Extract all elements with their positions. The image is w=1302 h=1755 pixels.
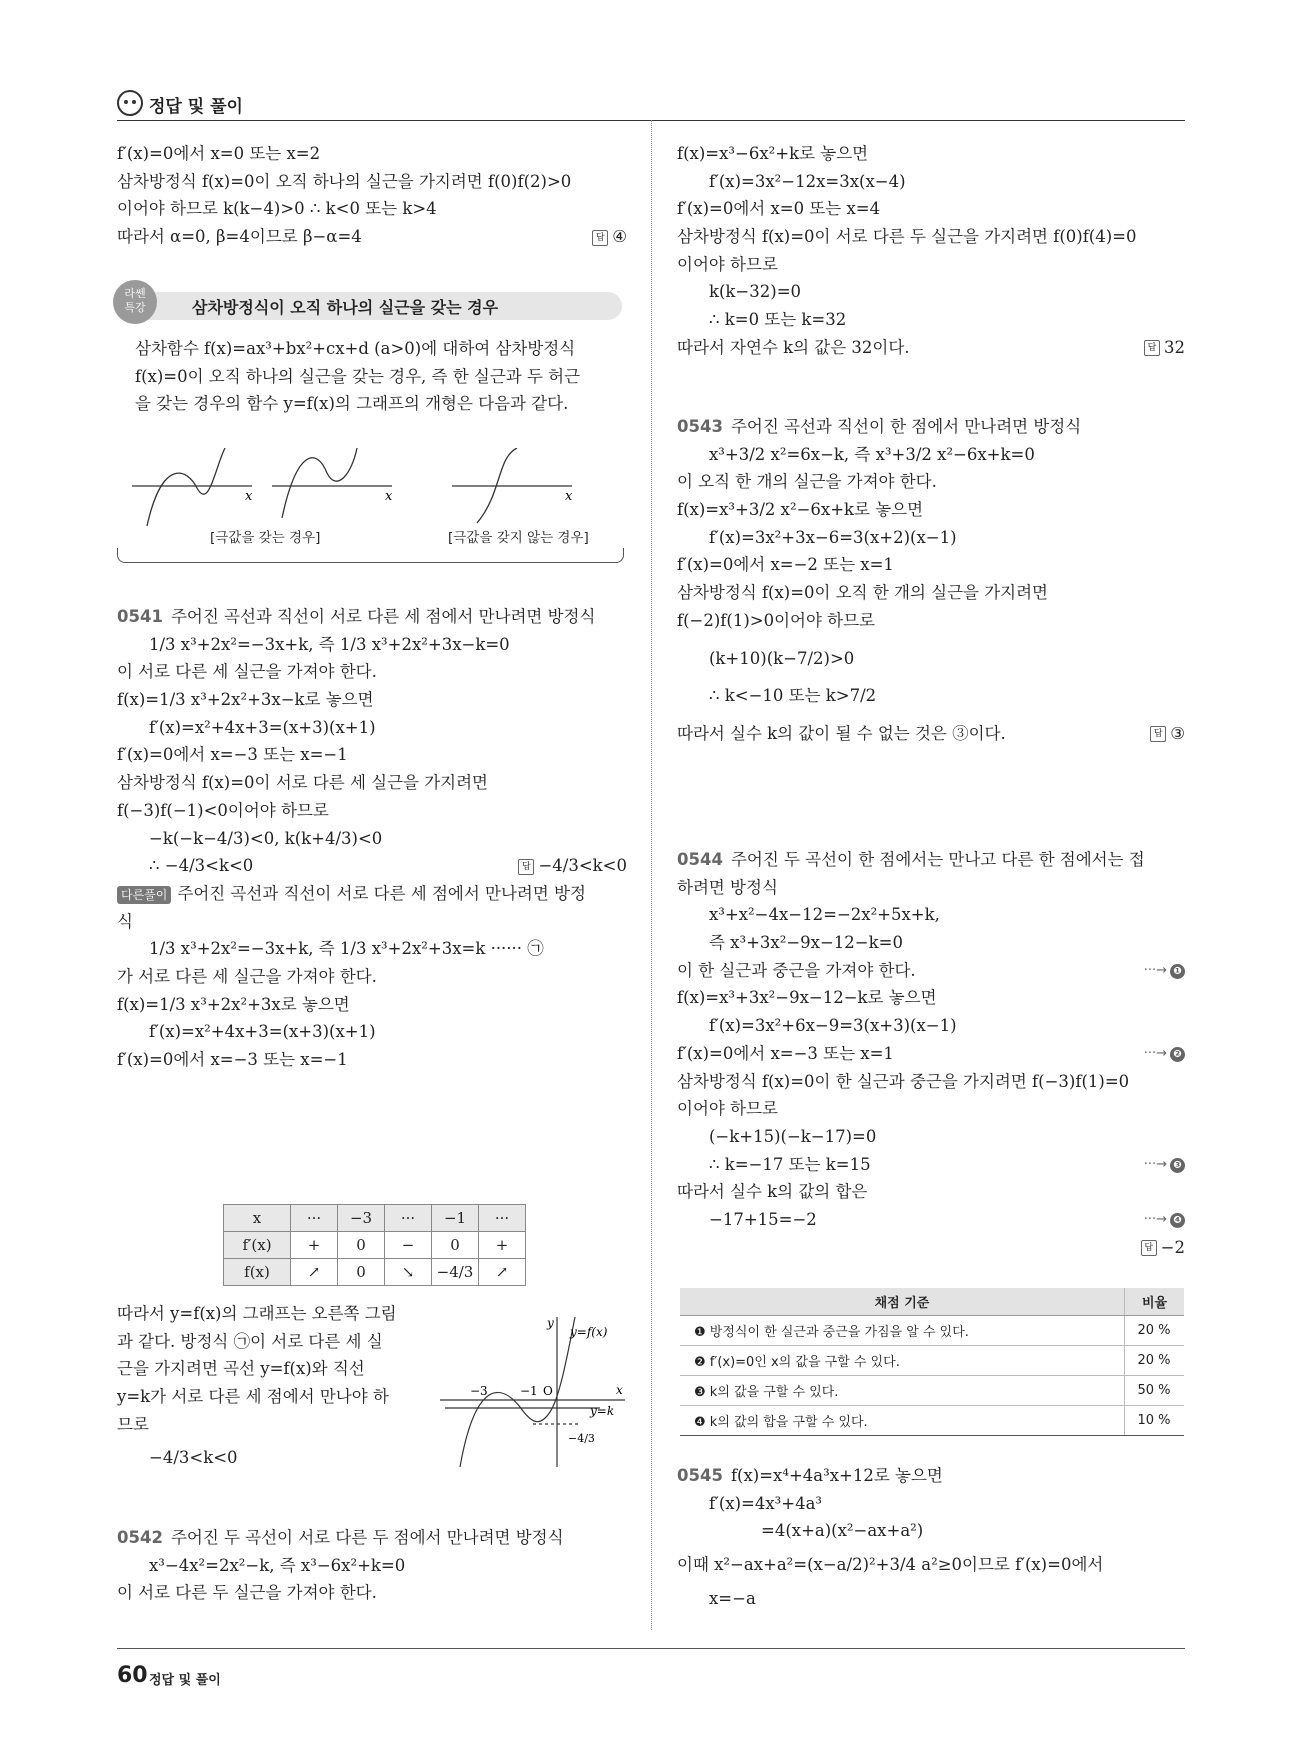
text-line: f′(x)=3x²−12x=3x(x−4) bbox=[709, 171, 906, 191]
text-line: f′(x)=0에서 x=−3 또는 x=−1 bbox=[117, 1050, 348, 1069]
text-line: ∴ k<−10 또는 k>7/2 bbox=[709, 686, 877, 706]
cubic-graph-figure bbox=[440, 1312, 630, 1472]
page-header bbox=[117, 88, 1185, 121]
table-cell: 0 bbox=[432, 1232, 479, 1259]
text-span: 따라서 자연수 k의 값은 32이다. bbox=[677, 337, 910, 357]
table-cell: ↗ bbox=[479, 1259, 526, 1286]
table-cell: x bbox=[224, 1205, 291, 1232]
curve-1 bbox=[147, 448, 225, 526]
text-line: 삼차함수 f(x)=ax³+bx²+cx+d (a>0)에 대하여 삼차방정식 bbox=[135, 339, 576, 358]
special-badge bbox=[113, 280, 157, 324]
text-line: 이 서로 다른 세 실근을 가져야 한다. bbox=[117, 662, 377, 682]
header-title: 정답 및 풀이 bbox=[149, 97, 243, 117]
text-line: 이 오직 한 개의 실근을 가져야 한다. bbox=[677, 472, 937, 492]
text-span: 주어진 두 곡선이 서로 다른 두 점에서 만나려면 방정식 bbox=[170, 1528, 564, 1547]
special-bracket bbox=[117, 548, 624, 563]
text-span: 주어진 곡선과 직선이 한 점에서 만나려면 방정식 bbox=[730, 417, 1082, 436]
text-line bbox=[117, 880, 627, 908]
table-cell: ··· bbox=[479, 1205, 526, 1232]
text-line bbox=[677, 1234, 1185, 1262]
text-line: 식 bbox=[117, 911, 133, 931]
text-line bbox=[677, 1151, 1185, 1179]
problem-number: 0541 bbox=[117, 607, 163, 626]
ratio-cell: 20 % bbox=[1125, 1346, 1185, 1376]
text-span: 이 한 실근과 중근을 가져야 한다. bbox=[677, 960, 916, 980]
table-row bbox=[680, 1316, 1184, 1346]
column-divider bbox=[651, 120, 652, 1630]
table-cell: f(x) bbox=[224, 1259, 291, 1286]
text-line: 이어야 하므로 bbox=[677, 1099, 778, 1119]
page-number: 60 bbox=[117, 1663, 148, 1688]
text-line: x=−a bbox=[709, 1588, 756, 1608]
smiley-icon bbox=[117, 90, 143, 116]
text-line: 가 서로 다른 세 실근을 가져야 한다. bbox=[117, 966, 377, 986]
table-header-row bbox=[680, 1288, 1184, 1316]
cubic-shapes-figure bbox=[117, 448, 622, 528]
answer bbox=[1141, 1234, 1185, 1262]
answer-value: −2 bbox=[1160, 1237, 1185, 1257]
text-line: 이어야 하므로 bbox=[677, 254, 778, 274]
answer-icon: 답 bbox=[518, 859, 534, 875]
table-cell: ··· bbox=[291, 1205, 338, 1232]
text-span: f(x)=x⁴+4a³x+12로 놓으면 bbox=[730, 1466, 943, 1485]
criteria-cell: ❶ 방정식이 한 실근과 중근을 가짐을 알 수 있다. bbox=[680, 1316, 1125, 1346]
text-line bbox=[117, 852, 627, 880]
table-cell: ↘ bbox=[385, 1259, 432, 1286]
table-cell: −1 bbox=[432, 1205, 479, 1232]
text-line: f(x)=x³+3x²−9x−12−k로 놓으면 bbox=[677, 988, 937, 1008]
table-cell: −3 bbox=[338, 1205, 385, 1232]
table-cell: f′(x) bbox=[224, 1232, 291, 1259]
text-line bbox=[677, 720, 1185, 748]
text-span: ∴ −4/3<k<0 bbox=[149, 856, 254, 876]
text-line: f(x)=x³+3/2 x²−6x+k로 놓으면 bbox=[677, 500, 924, 520]
text-line bbox=[677, 1462, 1185, 1490]
ratio-cell: 50 % bbox=[1125, 1376, 1185, 1406]
text-line: k(k−32)=0 bbox=[709, 282, 802, 302]
text-span: 주어진 곡선과 직선이 서로 다른 세 점에서 만나려면 방정식 bbox=[170, 607, 596, 626]
text-line bbox=[677, 957, 1185, 985]
axis-label: x bbox=[565, 489, 573, 504]
special-body bbox=[117, 335, 622, 418]
text-line bbox=[677, 334, 1185, 362]
x-axis-label: x bbox=[616, 1383, 623, 1397]
table-row bbox=[680, 1346, 1184, 1376]
step-1-icon: ❶ bbox=[1170, 964, 1185, 979]
answer-icon: 답 bbox=[1150, 726, 1166, 742]
answer-value: 32 bbox=[1164, 337, 1185, 357]
criteria-cell: ❸ k의 값을 구할 수 있다. bbox=[680, 1376, 1125, 1406]
problem-0541-conclusion bbox=[117, 1300, 417, 1472]
text-span: 주어진 곡선과 직선이 서로 다른 세 점에서 만나려면 방정 bbox=[177, 883, 586, 903]
table-cell: + bbox=[291, 1232, 338, 1259]
text-line: 삼차방정식 f(x)=0이 서로 다른 세 실근을 가지려면 bbox=[117, 773, 488, 793]
text-line: 삼차방정식 f(x)=0이 한 실근과 중근을 가지려면 f(−3)f(1)=0 bbox=[677, 1071, 1130, 1091]
problem-number: 0543 bbox=[677, 417, 723, 436]
answer-value: ④ bbox=[612, 227, 627, 247]
text-line: 삼차방정식 f(x)=0이 오직 하나의 실근을 가지려면 f(0)f(2)>0 bbox=[117, 171, 572, 191]
text-span: 따라서 α=0, β=4이므로 β−α=4 bbox=[117, 227, 362, 247]
answer bbox=[518, 852, 627, 880]
text-line: 하려면 방정식 bbox=[677, 877, 778, 897]
text-line: 이 서로 다른 두 실근을 가져야 한다. bbox=[117, 1583, 377, 1603]
step-3-icon: ❸ bbox=[1170, 1158, 1185, 1173]
table-cell: 0 bbox=[338, 1232, 385, 1259]
table-cell: + bbox=[479, 1232, 526, 1259]
problem-number: 0544 bbox=[677, 850, 723, 869]
y-axis-label: y bbox=[547, 1316, 554, 1330]
table-cell: − bbox=[385, 1232, 432, 1259]
criteria-header: 채점 기준 bbox=[680, 1288, 1125, 1316]
caption-1: [극값을 갖는 경우] bbox=[210, 530, 321, 546]
text-line: f(x)=1/3 x³+2x²+3x−k로 놓으면 bbox=[117, 690, 374, 710]
increase-decrease-table bbox=[223, 1204, 526, 1286]
step-4-icon: ❹ bbox=[1170, 1213, 1185, 1228]
text-line bbox=[117, 223, 627, 251]
text-line: f′(x)=0에서 x=0 또는 x=4 bbox=[677, 199, 881, 219]
step-marker: ···→ ❶ bbox=[1144, 957, 1185, 985]
ratio-cell: 20 % bbox=[1125, 1316, 1185, 1346]
text-line: f′(x)=0에서 x=−2 또는 x=1 bbox=[677, 555, 894, 575]
text-line bbox=[677, 413, 1185, 441]
text-line: (−k+15)(−k−17)=0 bbox=[709, 1126, 877, 1146]
text-line: =4(x+a)(x²−ax+a²) bbox=[761, 1521, 924, 1541]
problem-0542 bbox=[117, 1524, 627, 1607]
criteria-cell: ❷ f′(x)=0인 x의 값을 구할 수 있다. bbox=[680, 1346, 1125, 1376]
text-line: 을 갖는 경우의 함수 y=f(x)의 그래프의 개형은 다음과 같다. bbox=[135, 394, 569, 414]
table-cell: ↗ bbox=[291, 1259, 338, 1286]
table-row bbox=[224, 1205, 526, 1232]
problem-number: 0542 bbox=[117, 1528, 163, 1547]
answer bbox=[592, 223, 627, 251]
table-row bbox=[224, 1259, 526, 1286]
answer-value: ③ bbox=[1170, 723, 1185, 743]
text-line: 과 같다. 방정식 ㉠이 서로 다른 세 실 bbox=[117, 1331, 383, 1351]
left-top-section bbox=[117, 140, 627, 251]
answer-value: −4/3<k<0 bbox=[538, 856, 627, 876]
text-line bbox=[677, 1040, 1185, 1068]
text-line: f′(x)=0에서 x=−3 또는 x=−1 bbox=[117, 745, 348, 765]
text-line: x³+x²−4x−12=−2x²+5x+k, bbox=[709, 905, 940, 925]
text-line: x³−4x²=2x²−k, 즉 x³−6x²+k=0 bbox=[149, 1555, 406, 1575]
text-line bbox=[677, 1206, 1185, 1234]
origin-label: O bbox=[543, 1384, 553, 1398]
text-span: 따라서 실수 k의 값이 될 수 없는 것은 ③이다. bbox=[677, 723, 1006, 743]
text-line: −k(−k−4/3)<0, k(k+4/3)<0 bbox=[149, 828, 383, 848]
table-row bbox=[680, 1376, 1184, 1406]
line-label: y=k bbox=[590, 1404, 615, 1418]
table-row bbox=[680, 1406, 1184, 1436]
answer bbox=[1144, 334, 1185, 362]
badge-line: 특강 bbox=[124, 301, 146, 314]
problem-0542-continued bbox=[677, 140, 1185, 362]
problem-0543 bbox=[677, 413, 1185, 748]
step-marker: ···→ ❹ bbox=[1144, 1206, 1185, 1234]
text-line: 1/3 x³+2x²=−3x+k, 즉 1/3 x³+2x²+3x=k ······ ㉠ bbox=[149, 939, 544, 959]
text-line: f′(x)=3x²+3x−6=3(x+2)(x−1) bbox=[709, 527, 957, 547]
tick-label: −3 bbox=[470, 1384, 488, 1398]
problem-number: 0545 bbox=[677, 1466, 723, 1485]
text-line: 따라서 y=f(x)의 그래프는 오른쪽 그림 bbox=[117, 1304, 397, 1323]
text-line: f(−2)f(1)>0이어야 하므로 bbox=[677, 610, 875, 630]
curve-2 bbox=[282, 448, 357, 518]
text-span: f′(x)=0에서 x=−3 또는 x=1 bbox=[677, 1043, 894, 1063]
text-line: ∴ k=0 또는 k=32 bbox=[709, 310, 847, 330]
text-line: 이어야 하므로 k(k−4)>0 ∴ k<0 또는 k>4 bbox=[117, 199, 437, 219]
text-span: −17+15=−2 bbox=[709, 1209, 817, 1229]
answer-icon: 답 bbox=[1144, 340, 1160, 356]
footer-label: 정답 및 풀이 bbox=[149, 1673, 221, 1688]
other-solution-badge: 다른풀이 bbox=[117, 886, 171, 904]
step-2-icon: ❷ bbox=[1170, 1047, 1185, 1062]
text-line: f(x)=x³−6x²+k로 놓으면 bbox=[677, 144, 869, 163]
text-span: 주어진 두 곡선이 한 점에서는 만나고 다른 한 점에서는 접 bbox=[730, 850, 1145, 869]
page-footer bbox=[117, 1648, 1185, 1688]
text-line bbox=[677, 846, 1185, 874]
text-line: (k+10)(k−7/2)>0 bbox=[709, 648, 855, 668]
axis-label: x bbox=[245, 489, 253, 504]
criteria-cell: ❹ k의 값의 합을 구할 수 있다. bbox=[680, 1406, 1125, 1436]
text-line: f(x)=0이 오직 하나의 실근을 갖는 경우, 즉 한 실근과 두 허근 bbox=[135, 366, 581, 386]
badge-line: 라쎈 bbox=[124, 287, 146, 300]
text-line: f′(x)=x²+4x+3=(x+3)(x+1) bbox=[149, 1022, 376, 1042]
text-line: 즉 x³+3x²−9x−12−k=0 bbox=[709, 933, 903, 953]
text-line: f(−3)f(−1)<0이어야 하므로 bbox=[117, 800, 329, 820]
curve-label: y=f(x) bbox=[570, 1325, 608, 1339]
step-marker: ···→ ❸ bbox=[1144, 1151, 1185, 1179]
ratio-cell: 10 % bbox=[1125, 1406, 1185, 1436]
table-row bbox=[224, 1232, 526, 1259]
text-line: f′(x)=x²+4x+3=(x+3)(x+1) bbox=[149, 717, 376, 737]
tick-label: −1 bbox=[520, 1384, 538, 1398]
text-line: f(x)=1/3 x³+2x²+3x로 놓으면 bbox=[117, 994, 350, 1014]
text-line: 삼차방정식 f(x)=0이 서로 다른 두 실근을 가지려면 f(0)f(4)=0 bbox=[677, 227, 1137, 247]
text-line: f′(x)=3x²+6x−9=3(x+3)(x−1) bbox=[709, 1016, 957, 1036]
text-line: x³+3/2 x²=6x−k, 즉 x³+3/2 x²−6x+k=0 bbox=[709, 444, 1035, 464]
problem-0545 bbox=[677, 1462, 1185, 1612]
text-line: 삼차방정식 f(x)=0이 오직 한 개의 실근을 가지려면 bbox=[677, 583, 1048, 603]
problem-0541 bbox=[117, 603, 627, 1074]
text-line: −4/3<k<0 bbox=[149, 1448, 238, 1468]
answer-icon: 답 bbox=[1141, 1240, 1157, 1256]
text-line: f′(x)=4x³+4a³ bbox=[709, 1493, 823, 1513]
text-line: 이때 x²−ax+a²=(x−a/2)²+3/4 a²≥0이므로 f′(x)=0에서 bbox=[677, 1555, 1104, 1575]
text-line: 므로 bbox=[117, 1414, 149, 1434]
caption-2: [극값을 갖지 않는 경우] bbox=[448, 530, 589, 546]
table-cell: ··· bbox=[385, 1205, 432, 1232]
ratio-header: 비율 bbox=[1125, 1288, 1185, 1316]
problem-0544 bbox=[677, 846, 1185, 1261]
table-cell: 0 bbox=[338, 1259, 385, 1286]
text-line bbox=[117, 1524, 627, 1552]
special-title: 삼차방정식이 오직 하나의 실근을 갖는 경우 bbox=[192, 298, 499, 317]
min-label: −4/3 bbox=[568, 1432, 595, 1445]
text-line: 1/3 x³+2x²=−3x+k, 즉 1/3 x³+2x²+3x−k=0 bbox=[149, 634, 510, 654]
answer-icon: 답 bbox=[592, 230, 608, 246]
text-line bbox=[117, 603, 627, 631]
text-line: 따라서 실수 k의 값의 합은 bbox=[677, 1182, 868, 1202]
axis-label: x bbox=[385, 489, 393, 504]
step-marker: ···→ ❷ bbox=[1144, 1040, 1185, 1068]
text-line: 근을 가지려면 곡선 y=f(x)와 직선 bbox=[117, 1359, 365, 1379]
text-span: ∴ k=−17 또는 k=15 bbox=[709, 1154, 871, 1174]
grading-table bbox=[680, 1288, 1184, 1436]
text-line: y=k가 서로 다른 세 점에서 만나야 하 bbox=[117, 1387, 389, 1407]
answer bbox=[1150, 720, 1185, 748]
table-cell: −4/3 bbox=[432, 1259, 479, 1286]
text-line: f′(x)=0에서 x=0 또는 x=2 bbox=[117, 144, 321, 163]
